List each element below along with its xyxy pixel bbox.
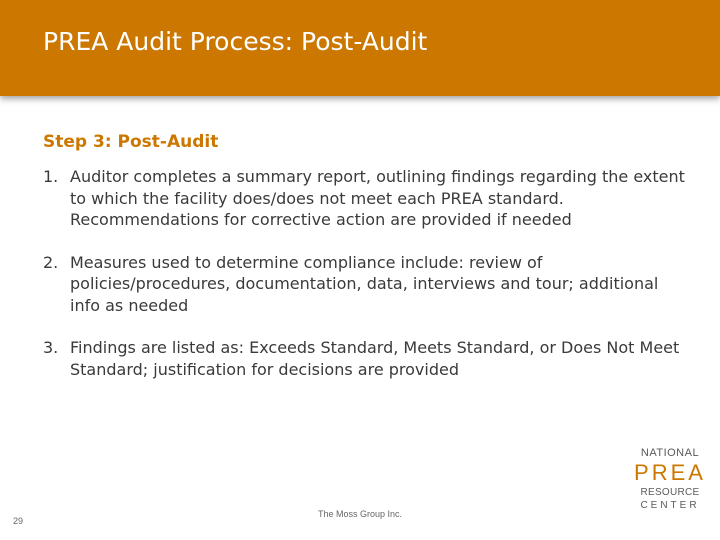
step-item-2 <box>43 252 688 317</box>
step-item-1 <box>43 166 688 231</box>
step-text: Findings are listed as: Exceeds Standard, Meets Standard, or Does Not Meet Standard; justification for decisions are provided <box>70 338 680 379</box>
slide-title: PREA Audit Process: Post-Audit <box>43 27 428 56</box>
logo-prea-text: PREA <box>634 460 706 485</box>
step-number: 3. <box>43 338 59 357</box>
step-heading: Step 3: Post-Audit <box>43 132 219 152</box>
logo-national-text: NATIONAL <box>640 447 700 459</box>
step-item-3 <box>43 337 688 380</box>
slide-number: 29 <box>13 516 24 526</box>
step-text: Auditor completes a summary report, outlining findings regarding the extent to which the facility does/does not meet each PREA standard. Recommendations for corrective action are provided if needed <box>70 167 685 229</box>
step-number: 2. <box>43 252 59 272</box>
step-text: Measures used to determine compliance include: review of policies/procedures, documentation, data, interviews and tour; additional info as needed <box>70 252 659 315</box>
step-number: 1. <box>43 167 59 186</box>
footer-credit: The Moss Group Inc. <box>317 509 403 519</box>
title-bar <box>0 0 720 96</box>
steps-list <box>43 166 688 401</box>
prea-resource-center-logo <box>630 447 710 512</box>
logo-center-text: CENTER <box>640 500 700 511</box>
logo-resource-text: RESOURCE <box>640 487 700 498</box>
